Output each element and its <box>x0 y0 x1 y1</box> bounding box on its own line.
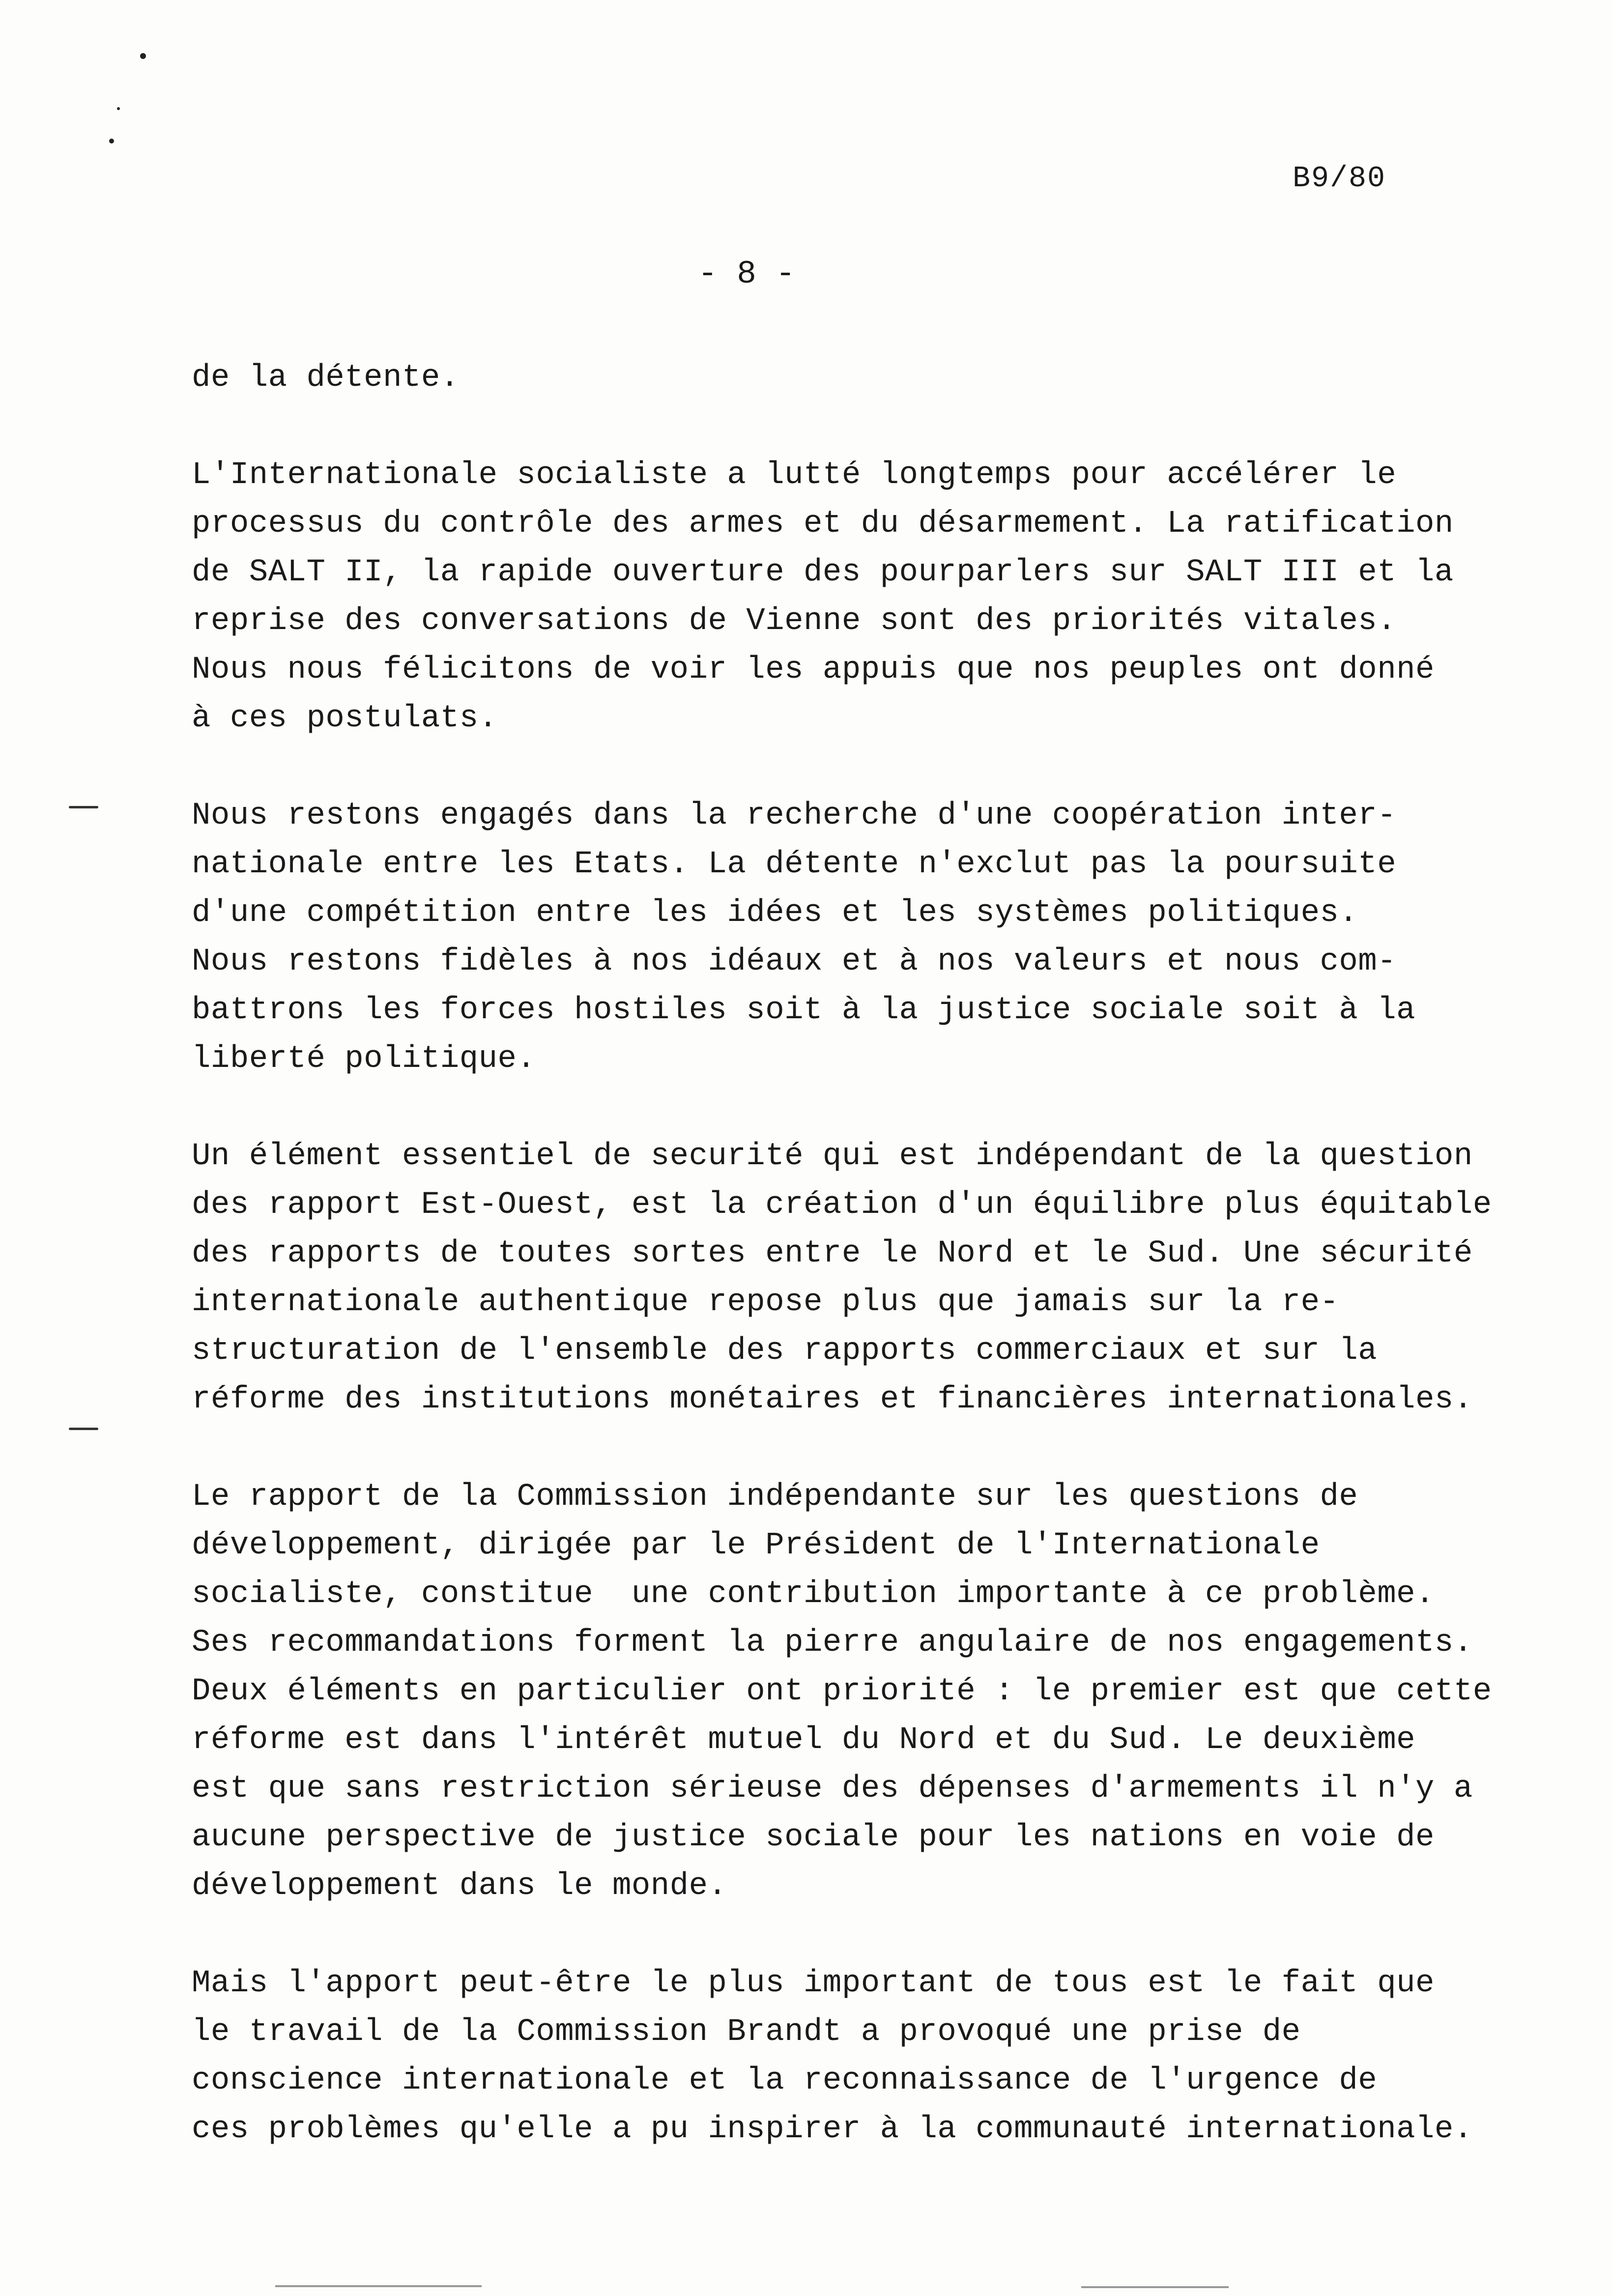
text-line: le travail de la Commission Brandt a provoqué une prise de <box>192 2014 1301 2050</box>
text-line: conscience internationale et la reconnaissance de l'urgence de <box>192 2063 1378 2098</box>
document-reference: B9/80 <box>1293 162 1386 196</box>
text-line: socialiste, constitue une contribution importante à ce problème. <box>192 1577 1435 1612</box>
text-line: Nous nous félicitons de voir les appuis que nos peuples ont donné <box>192 652 1435 688</box>
text-line: des rapports de toutes sortes entre le Nord et le Sud. Une sécurité <box>192 1236 1473 1271</box>
scan-speck <box>109 139 114 144</box>
text-line: Le rapport de la Commission indépendante sur les questions de <box>192 1479 1358 1515</box>
text-line: processus du contrôle des armes et du désarmement. La ratification <box>192 506 1454 542</box>
paragraph <box>192 451 1548 743</box>
text-line: Deux éléments en particulier ont priorité : le premier est que cette <box>192 1674 1492 1709</box>
text-line: réforme des institutions monétaires et financières internationales. <box>192 1382 1473 1417</box>
text-line: d'une compétition entre les idées et les systèmes politiques. <box>192 895 1358 931</box>
text-line: aucune perspective de justice sociale pour les nations en voie de <box>192 1820 1435 1855</box>
margin-mark <box>69 1428 98 1430</box>
text-line: structuration de l'ensemble des rapports commerciaux et sur la <box>192 1333 1378 1369</box>
paragraph <box>192 1473 1548 1911</box>
scan-edge-line <box>1081 2286 1229 2288</box>
paragraph <box>192 792 1548 1084</box>
text-line: de la détente. <box>192 360 460 396</box>
text-line: Nous restons fidèles à nos idéaux et à nos valeurs et nous com- <box>192 944 1397 979</box>
body-text <box>192 354 1548 2154</box>
text-line: battrons les forces hostiles soit à la justice sociale soit à la <box>192 993 1415 1028</box>
text-line: L'Internationale socialiste a lutté longtemps pour accélérer le <box>192 458 1397 493</box>
text-line: Un élément essentiel de securité qui est indépendant de la question <box>192 1139 1473 1174</box>
text-line: réforme est dans l'intérêt mutuel du Nord et du Sud. Le deuxième <box>192 1722 1415 1758</box>
page-number: - 8 - <box>698 256 796 292</box>
text-line: reprise des conversations de Vienne sont des priorités vitales. <box>192 603 1397 639</box>
text-line: développement dans le monde. <box>192 1868 727 1904</box>
text-line: Ses recommandations forment la pierre angulaire de nos engagements. <box>192 1625 1473 1661</box>
paragraph <box>192 354 1548 402</box>
text-line: ces problèmes qu'elle a pu inspirer à la communauté internationale. <box>192 2112 1473 2147</box>
margin-mark <box>69 806 98 808</box>
text-line: liberté politique. <box>192 1041 536 1077</box>
paragraph <box>192 1132 1548 1424</box>
text-line: nationale entre les Etats. La détente n'exclut pas la poursuite <box>192 847 1397 882</box>
text-line: des rapport Est-Ouest, est la création d'un équilibre plus équitable <box>192 1187 1492 1223</box>
scan-speck <box>140 53 146 59</box>
paragraph <box>192 1959 1548 2154</box>
scan-edge-line <box>275 2285 482 2287</box>
text-line: Mais l'apport peut-être le plus important de tous est le fait que <box>192 1966 1435 2001</box>
text-line: internationale authentique repose plus que jamais sur la re- <box>192 1285 1339 1320</box>
text-line: développement, dirigée par le Président de l'Internationale <box>192 1528 1320 1563</box>
scan-speck <box>117 107 120 110</box>
text-line: est que sans restriction sérieuse des dépenses d'armements il n'y a <box>192 1771 1473 1807</box>
text-line: de SALT II, la rapide ouverture des pourparlers sur SALT III et la <box>192 555 1454 590</box>
text-line: Nous restons engagés dans la recherche d'une coopération inter- <box>192 798 1397 833</box>
text-line: à ces postulats. <box>192 701 498 736</box>
